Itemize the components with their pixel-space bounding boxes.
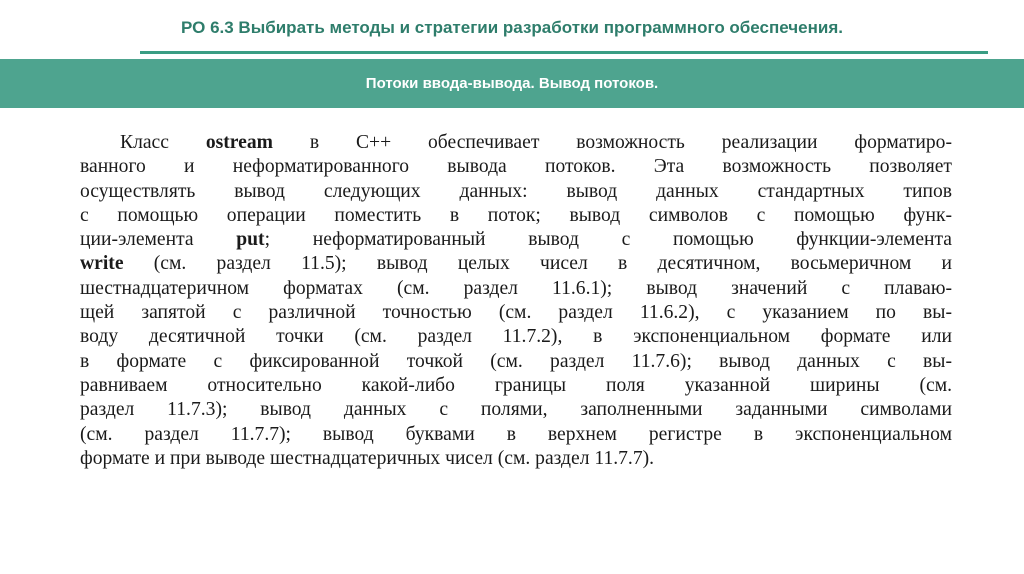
title-underline (140, 51, 988, 54)
paragraph-line: раздел 11.7.3); вывод данных с полями, заполненными заданными символами (80, 399, 952, 421)
paragraph-line: формате и при выводе шестнадцатеричных чисел (см. раздел 11.7.7). (80, 447, 655, 469)
line-text: (см. раздел 11.5); вывод целых чисел в десятичном, восьмеричном и (123, 253, 952, 275)
paragraph-line: щей запятой с различной точностью (см. раздел 11.6.2), с указанием по вы- (80, 302, 952, 324)
code-term-write: write (80, 253, 124, 275)
line-text: Класс (120, 132, 206, 153)
paragraph-line (80, 131, 952, 155)
body-paragraph (80, 131, 952, 471)
paragraph-line: осуществлять вывод следующих данных: вывод данных стандартных типов (80, 180, 952, 202)
paragraph-line (80, 252, 952, 276)
paragraph-line: в формате с фиксированной точкой (см. раздел 11.7.6); вывод данных с вы- (80, 350, 952, 372)
section-banner-title: Потоки ввода-вывода. Вывод потоков. (365, 75, 659, 92)
paragraph-line: шестнадцатеричном форматах (см. раздел 11.6.1); вывод значений с плаваю- (80, 277, 952, 299)
section-banner (0, 59, 1024, 108)
slide-title: РО 6.3 Выбирать методы и стратегии разработки программного обеспечения. (181, 18, 843, 37)
line-text: ции-элемента (80, 229, 237, 251)
code-term-ostream: ostream (205, 132, 273, 153)
code-term-put: put (236, 229, 265, 251)
paragraph-line: (см. раздел 11.7.7); вывод буквами в верхнем регистре в экспоненциальном (80, 423, 952, 445)
paragraph-line: с помощью операции поместить в поток; вывод символов с помощью функ- (80, 204, 952, 226)
paragraph-line: ванного и неформатированного вывода потоков. Эта возможность позволяет (80, 156, 952, 178)
paragraph-line: воду десятичной точки (см. раздел 11.7.2), в экспоненциальном формате или (80, 326, 952, 348)
line-text: ; неформатированный вывод с помощью функции-элемента (264, 229, 952, 251)
paragraph-line: равниваем относительно какой-либо границы поля указанной ширины (см. (80, 374, 952, 396)
paragraph-line (80, 228, 952, 252)
line-text: в С++ обеспечивает возможность реализации форматиро- (272, 132, 952, 153)
